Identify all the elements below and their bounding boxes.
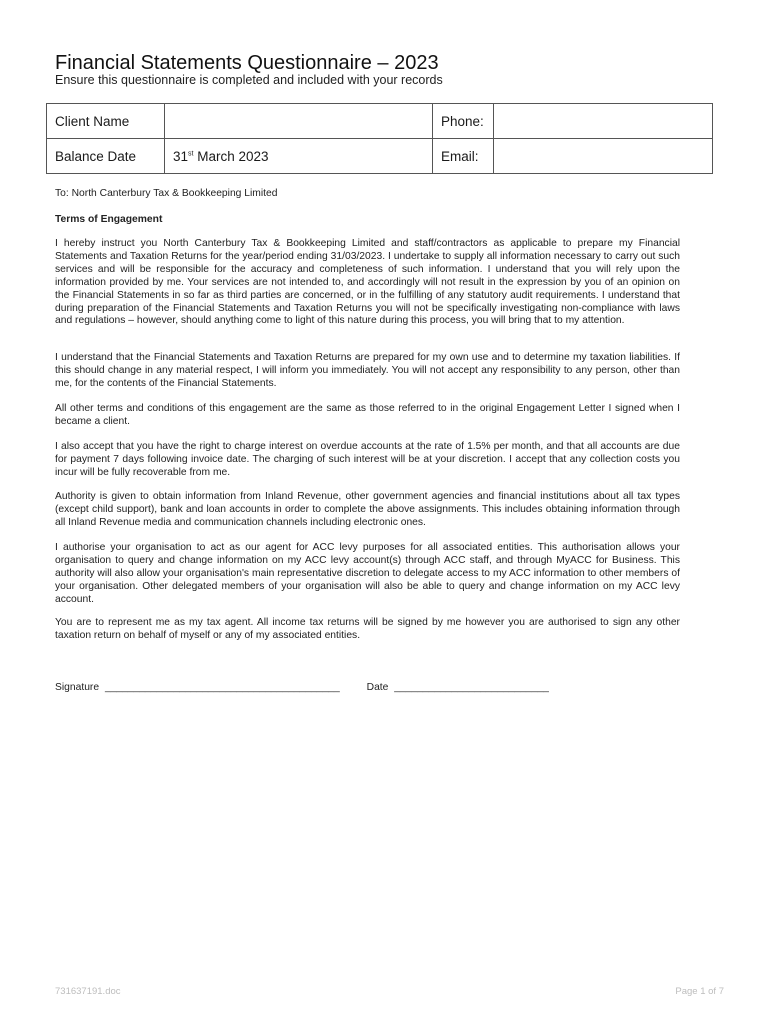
paragraph-other-terms: All other terms and conditions of this engagement are the same as those referred to in the original Engagement Letter I signed when I became a client. — [55, 403, 680, 427]
balance-date-day: 31 — [173, 148, 189, 164]
client-name-label: Client Name — [47, 104, 165, 139]
balance-date-label: Balance Date — [47, 139, 165, 174]
date-line[interactable]: ___________________________ — [394, 682, 549, 693]
email-field[interactable] — [494, 139, 713, 174]
paragraph-instruction: I hereby instruct you North Canterbury Tax & Bookkeeping Limited and staff/contractors as applicable to prepare my Financial Statements and Taxation Returns for the year/period ending 31/03/2023. I undertake to supply all information necessary to carry out such services and will be responsible for the accuracy and completeness of such information. I understand that you will rely upon the information provided by me. Your services are not intended to, and accordingly will not result in the expression by you of an opinion on the Financial Statements in so far as third parties are concerned, or in the fulfilling of any statutory audit requirements. I understand that during preparation of the Financial Statements and Taxation Returns you will not be specifically investigating non-compliance with laws and regulations – however, should anything come to light of this nature during this process, you will bring that to my attention. — [55, 238, 680, 327]
paragraph-own-use: I understand that the Financial Statements and Taxation Returns are prepared for my own use and to determine my taxation liabilities. If this should change in any material respect, I will inform you immediately. You will not accept any responsibility to any person, other than me, for the contents of the Financial Statements. — [55, 352, 680, 389]
terms-heading: Terms of Engagement — [55, 214, 163, 225]
signature-label: Signature — [55, 682, 100, 693]
phone-label: Phone: — [433, 104, 494, 139]
paragraph-authority: Authority is given to obtain information from Inland Revenue, other government agencies and financial institutions about all tax types (except child support), bank and loan accounts in order to complete the above assignments. This includes obtaining information through all Inland Revenue media and communication channels including electronic ones. — [55, 491, 680, 528]
date-label: Date — [366, 682, 389, 693]
balance-date-suffix: st — [188, 150, 194, 157]
email-label: Email: — [433, 139, 494, 174]
signature-line[interactable]: _________________________________________ — [104, 682, 340, 693]
footer-doc-id: 731637191.doc — [55, 986, 121, 997]
footer-page-number: Page 1 of 7 — [675, 986, 724, 997]
addressee-line: To: North Canterbury Tax & Bookkeeping Limited — [55, 188, 278, 199]
balance-date-rest: March 2023 — [193, 148, 269, 164]
table-row — [47, 139, 713, 174]
client-name-field[interactable] — [165, 104, 433, 139]
phone-field[interactable] — [494, 104, 713, 139]
document-subtitle: Ensure this questionnaire is completed and included with your records — [55, 73, 443, 87]
signature-row — [55, 682, 549, 693]
client-info-table — [46, 103, 713, 174]
balance-date-field[interactable] — [165, 139, 433, 174]
paragraph-acc-agent: I authorise your organisation to act as our agent for ACC levy purposes for all associated entities. This authorisation allows your organisation to query and change information on my ACC levy account(s) through ACC staff, and through MyACC for Business. This authority will also allow your organisation's main representative discretion to delegate access to my ACC information to other members of your organisation. Other delegated members of your organisation will also be able to query and change information on my ACC levy account. — [55, 542, 680, 605]
table-row — [47, 104, 713, 139]
document-title: Financial Statements Questionnaire – 2023 — [55, 52, 439, 74]
paragraph-interest: I also accept that you have the right to charge interest on overdue accounts at the rate of 1.5% per month, and that all accounts are due for payment 7 days following invoice date. The charging of such interest will be at your discretion. I accept that any collection costs you incur will be fully recoverable from me. — [55, 441, 680, 478]
paragraph-tax-agent: You are to represent me as my tax agent. All income tax returns will be signed by me however you are authorised to sign any other taxation return on behalf of myself or any of my associated entities. — [55, 617, 680, 641]
